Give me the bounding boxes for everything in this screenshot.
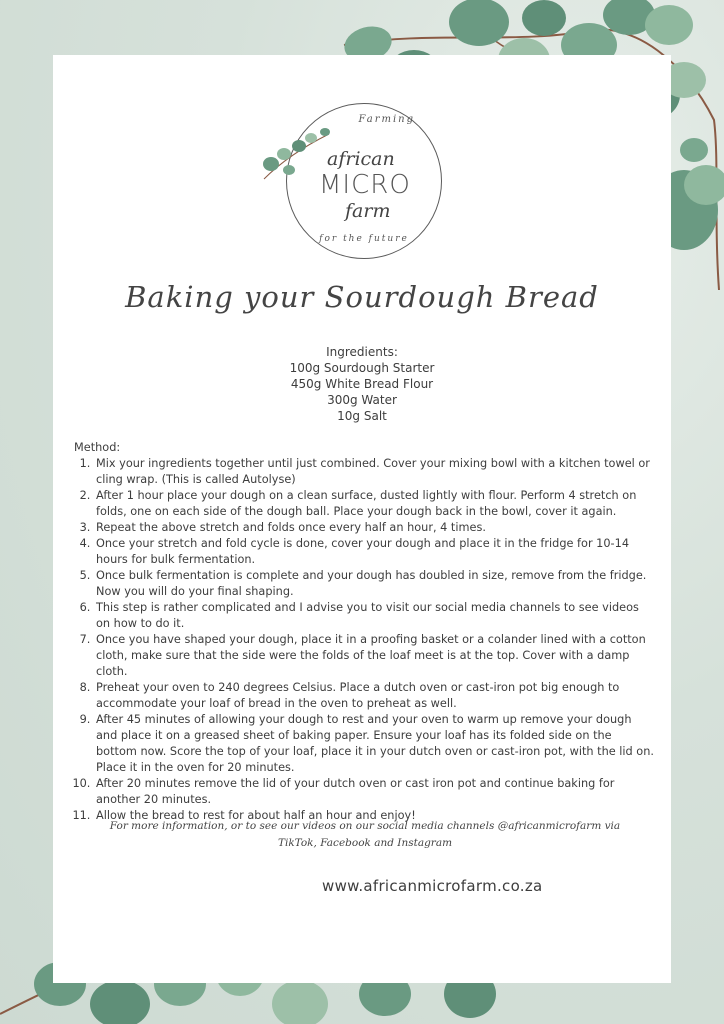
social-media-note: For more information, or to see our videos on our social media channels @africanmicrofarm via TikTok, Facebook and Instagram [109, 820, 621, 849]
method-step: 6. This step is rather complicated and I advise you to visit our social media channels to see videos on how to do it. [94, 600, 654, 632]
logo-main-word: MICRO [319, 170, 411, 200]
method-step: 1. Mix your ingredients together until just combined. Cover your mixing bowl with a kitchen towel or cling wrap. (This is called Autolyse) [94, 456, 654, 488]
page-title: Baking your Sourdough Bread [125, 280, 599, 314]
ingredients-heading: Ingredients: [326, 345, 398, 359]
logo-bottom-text: for the future [319, 234, 409, 244]
ingredient-item: 10g Salt [337, 409, 387, 423]
website-link[interactable]: www.africanmicrofarm.co.za [322, 877, 543, 895]
logo-script-line2: farm [345, 200, 391, 222]
method-step: 8. Preheat your oven to 240 degrees Celsius. Place a dutch oven or cast-iron pot big enough to accommodate your loaf of bread in the oven to preheat as well. [94, 680, 654, 712]
method-step: 3. Repeat the above stretch and folds once every half an hour, 4 times. [94, 520, 654, 536]
logo-script-line1: african [327, 148, 395, 170]
ingredients-section [53, 344, 671, 424]
method-step: 5. Once bulk fermentation is complete and your dough has doubled in size, remove from the fridge. Now you will do your final shaping. [94, 568, 654, 600]
method-section [74, 440, 654, 824]
method-heading: Method: [74, 441, 121, 454]
method-step: 11. Allow the bread to rest for about half an hour and enjoy! [94, 808, 654, 824]
method-step: 9. After 45 minutes of allowing your dough to rest and your oven to warm up remove your dough and place it on a greased sheet of baking paper. Ensure your loaf has its folded side on the bottom now. Score the top of your loaf, place it in your dutch oven or cast-iron pot, with the lid on. Place it in the oven for 20 minutes. [94, 712, 654, 776]
ingredient-item: 100g Sourdough Starter [289, 361, 435, 375]
method-step: 7. Once you have shaped your dough, place it in a proofing basket or a colander lined with a cotton cloth, make sure that the side were the folds of the loaf meet is at the top. Cover with a damp cloth. [94, 632, 654, 680]
method-step: 2. After 1 hour place your dough on a clean surface, dusted lightly with flour. Perform 4 stretch on folds, one on each side of the dough ball. Place your dough back in the bowl, cover it again. [94, 488, 654, 520]
ingredient-item: 450g White Bread Flour [290, 377, 434, 391]
ingredient-item: 300g Water [327, 393, 397, 407]
method-step: 10. After 20 minutes remove the lid of your dutch oven or cast iron pot and continue baking for another 20 minutes. [94, 776, 654, 808]
logo-top-text: Farming [358, 114, 415, 125]
brand-logo [286, 103, 442, 259]
method-step: 4. Once your stretch and fold cycle is done, cover your dough and place it in the fridge for 10-14 hours for bulk fermentation. [94, 536, 654, 568]
method-steps-list [74, 456, 654, 824]
